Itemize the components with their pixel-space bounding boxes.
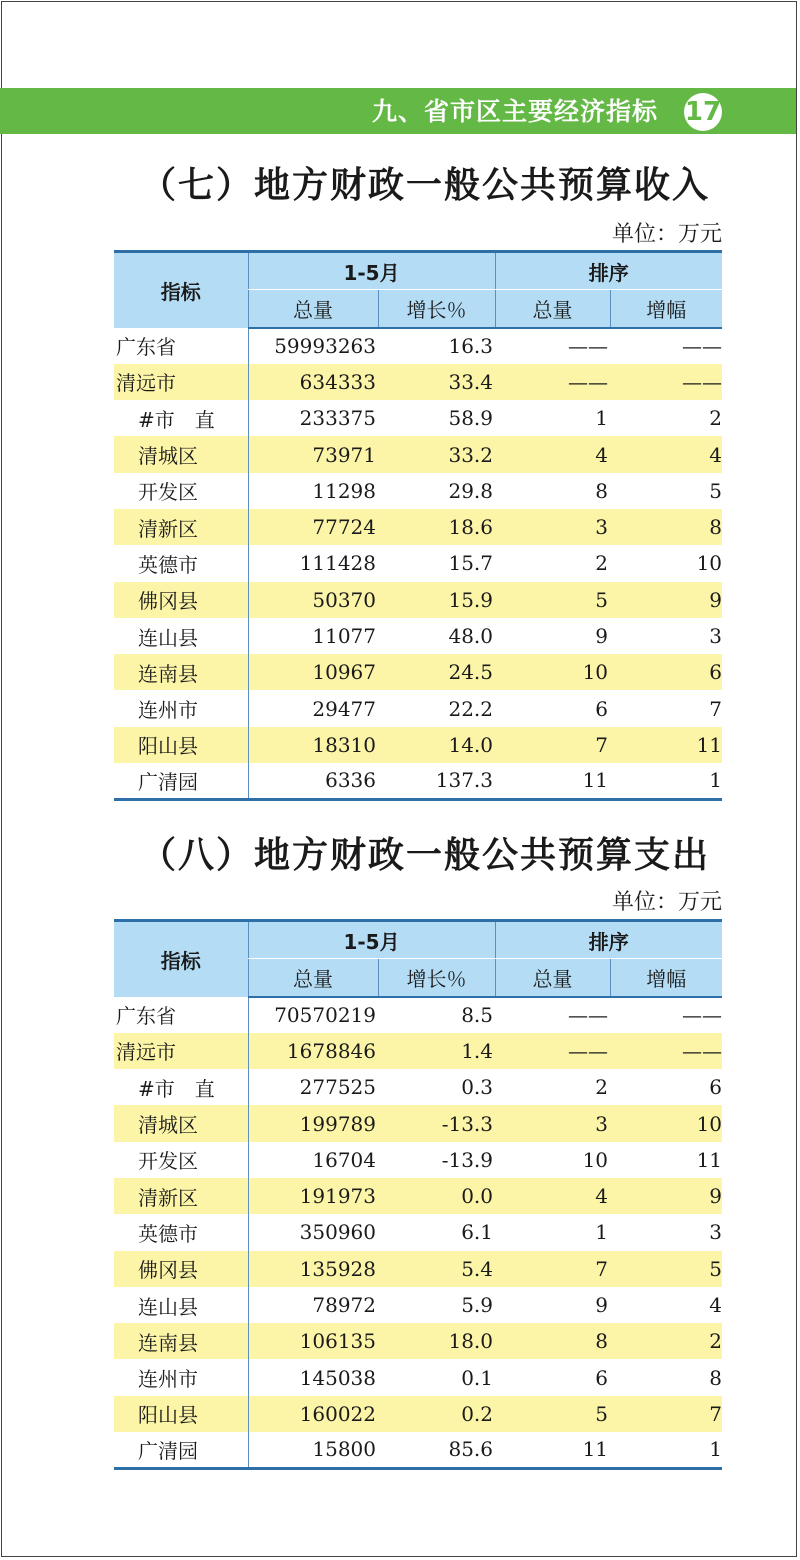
rank-growth-value: 8 [610,509,722,545]
table-row [114,1287,722,1323]
total-value: 70570219 [274,1003,376,1028]
rank-growth-value: —— [610,1033,722,1069]
rank-total-value: 1 [595,1220,609,1245]
rank-total-value: 4 [495,436,610,472]
rank-total-value: 1 [595,406,609,431]
table-row [114,1178,722,1214]
rank-total-value: 5 [495,582,610,618]
growth-value: 0.0 [378,1178,495,1214]
chapter-title: 九、省市区主要经济指标 [371,97,658,126]
rank-total-value: 2 [595,551,609,576]
growth-value: 15.9 [378,582,495,618]
growth-value: 0.1 [461,1365,494,1390]
total-value: 111428 [299,551,376,576]
header-rank-total: 总量 [495,959,610,997]
growth-value: 137.3 [378,763,495,799]
region-name: 佛冈县 [114,582,248,618]
region-name: #市 直 [114,1069,248,1105]
table-row [114,1323,722,1359]
rank-total-value: 3 [495,1105,610,1141]
rank-total-value: 10 [495,654,610,690]
growth-value: -13.3 [378,1105,495,1141]
region-name: 连州市 [114,690,248,726]
total-value: 29477 [312,696,376,721]
region-name: 广东省 [114,997,248,1033]
rank-growth-value: 7 [610,1396,722,1432]
total-value: 199789 [248,1105,378,1141]
header-period: 1-5月 [248,921,495,959]
table-row [114,763,722,799]
growth-value: 8.5 [461,1003,494,1028]
rank-total-value: —— [568,334,609,359]
region-name: 佛冈县 [114,1251,248,1287]
header-period: 1-5月 [248,252,495,290]
region-name: 清远市 [114,1033,248,1069]
header-indicator: 指标 [114,252,248,328]
rank-total-value: 4 [495,1178,610,1214]
rank-total-value: 6 [595,696,609,721]
total-value: 350960 [299,1220,376,1245]
region-name: 阳山县 [114,1396,248,1432]
header-total: 总量 [248,959,378,997]
table-row [114,545,722,581]
total-value: 6336 [248,763,378,799]
header-ranking: 排序 [495,252,722,290]
total-value: 73971 [248,436,378,472]
rank-growth-value: 3 [709,1220,723,1245]
region-name: #市 直 [114,400,248,436]
growth-value: 29.8 [448,478,494,503]
growth-value: 6.1 [461,1220,494,1245]
growth-value: 0.2 [378,1396,495,1432]
table-row [114,1105,722,1141]
region-name: 广清园 [114,763,248,799]
region-name: 连南县 [114,1323,248,1359]
rank-growth-value: 11 [696,1147,723,1172]
rank-growth-value: 10 [696,551,723,576]
expenditure-table [114,919,722,1470]
region-name: 广清园 [114,1432,248,1468]
rank-total-value: 6 [595,1365,609,1390]
rank-total-value: 7 [495,727,610,763]
table-row [114,1069,722,1105]
table-row [114,727,722,763]
region-name: 开发区 [114,473,248,509]
growth-value: 85.6 [378,1432,495,1468]
region-name: 英德市 [114,1214,248,1250]
growth-value: 0.3 [461,1075,494,1100]
rank-growth-value: 4 [610,436,722,472]
rank-total-value: 11 [495,1432,610,1468]
total-value: 18310 [248,727,378,763]
table-row [114,654,722,690]
growth-value: 48.0 [448,624,494,649]
rank-total-value: 10 [582,1147,609,1172]
region-name: 广东省 [114,328,248,364]
header-rank-total: 总量 [495,290,610,328]
growth-value: 18.0 [378,1323,495,1359]
growth-value: 33.4 [378,364,495,400]
total-value: 50370 [248,582,378,618]
growth-value: 33.2 [378,436,495,472]
region-name: 英德市 [114,545,248,581]
table-row [114,509,722,545]
rank-total-value: —— [495,1033,610,1069]
region-name: 连山县 [114,618,248,654]
table-row [114,1033,722,1069]
growth-value: 5.4 [378,1251,495,1287]
growth-value: 24.5 [378,654,495,690]
rank-growth-value: 10 [610,1105,722,1141]
header-total: 总量 [248,290,378,328]
table-row [114,1251,722,1287]
region-name: 清城区 [114,436,248,472]
rank-growth-value: 6 [709,1075,723,1100]
rank-total-value: 5 [495,1396,610,1432]
table-row [114,364,722,400]
total-value: 277525 [299,1075,376,1100]
rank-growth-value: 9 [610,1178,722,1214]
table-row [114,400,722,436]
revenue-table [114,250,722,801]
growth-value: 1.4 [378,1033,495,1069]
table-row [114,1359,722,1395]
rank-growth-value: —— [610,364,722,400]
rank-total-value: 9 [595,1293,609,1318]
table-row [114,1432,722,1468]
rank-growth-value: 1 [610,763,722,799]
region-name: 连南县 [114,654,248,690]
rank-total-value: —— [568,1003,609,1028]
rank-total-value: 7 [495,1251,610,1287]
total-value: 634333 [248,364,378,400]
unit-label-revenue: 单位：万元 [611,222,722,247]
rank-growth-value: 9 [610,582,722,618]
growth-value: 22.2 [448,696,494,721]
table-row [114,997,722,1033]
total-value: 10967 [248,654,378,690]
rank-growth-value: —— [682,1003,723,1028]
growth-value: 5.9 [461,1293,494,1318]
rank-total-value: 11 [495,763,610,799]
table-row [114,618,722,654]
rank-growth-value: 2 [709,406,723,431]
region-name: 连山县 [114,1287,248,1323]
total-value: 191973 [248,1178,378,1214]
rank-total-value: 2 [595,1075,609,1100]
header-growth: 增长％ [378,959,495,997]
page-number: 17 [684,93,722,131]
total-value: 106135 [248,1323,378,1359]
rank-total-value: 9 [595,624,609,649]
region-name: 清新区 [114,1178,248,1214]
total-value: 15800 [248,1432,378,1468]
table-row [114,328,722,364]
header-rank-growth: 增幅 [610,290,722,328]
table-row [114,1214,722,1250]
growth-value: 15.7 [448,551,494,576]
rank-growth-value: 2 [610,1323,722,1359]
rank-total-value: —— [495,364,610,400]
table-row [114,1142,722,1178]
total-value: 135928 [248,1251,378,1287]
header-growth: 增长％ [378,290,495,328]
total-value: 77724 [248,509,378,545]
rank-growth-value: 6 [610,654,722,690]
rank-growth-value: —— [682,334,723,359]
total-value: 78972 [312,1293,376,1318]
rank-total-value: 3 [495,509,610,545]
header-indicator: 指标 [114,921,248,997]
rank-growth-value: 5 [709,478,723,503]
region-name: 连州市 [114,1359,248,1395]
section-title-expenditure: （八）地方财政一般公共预算支出 [140,835,711,876]
rank-growth-value: 7 [709,696,723,721]
total-value: 16704 [312,1147,376,1172]
growth-value: 58.9 [448,406,494,431]
table-row [114,582,722,618]
total-value: 1678846 [248,1033,378,1069]
total-value: 233375 [299,406,376,431]
total-value: 145038 [299,1365,376,1390]
growth-value: -13.9 [441,1147,494,1172]
unit-label-expenditure: 单位：万元 [611,890,722,915]
total-value: 11077 [312,624,376,649]
table-row [114,436,722,472]
header-rank-growth: 增幅 [610,959,722,997]
rank-growth-value: 1 [610,1432,722,1468]
rank-growth-value: 4 [709,1293,723,1318]
region-name: 清远市 [114,364,248,400]
rank-growth-value: 11 [610,727,722,763]
region-name: 开发区 [114,1142,248,1178]
total-value: 11298 [312,478,376,503]
region-name: 阳山县 [114,727,248,763]
rank-growth-value: 5 [610,1251,722,1287]
section-title-revenue: （七）地方财政一般公共预算收入 [140,165,711,206]
header-ranking: 排序 [495,921,722,959]
table-row [114,690,722,726]
rank-growth-value: 3 [709,624,723,649]
growth-value: 14.0 [378,727,495,763]
table-row [114,473,722,509]
rank-total-value: 8 [495,1323,610,1359]
total-value: 160022 [248,1396,378,1432]
growth-value: 16.3 [448,334,494,359]
region-name: 清新区 [114,509,248,545]
rank-growth-value: 8 [709,1365,723,1390]
table-row [114,1396,722,1432]
growth-value: 18.6 [378,509,495,545]
rank-total-value: 8 [595,478,609,503]
region-name: 清城区 [114,1105,248,1141]
total-value: 59993263 [274,334,376,359]
